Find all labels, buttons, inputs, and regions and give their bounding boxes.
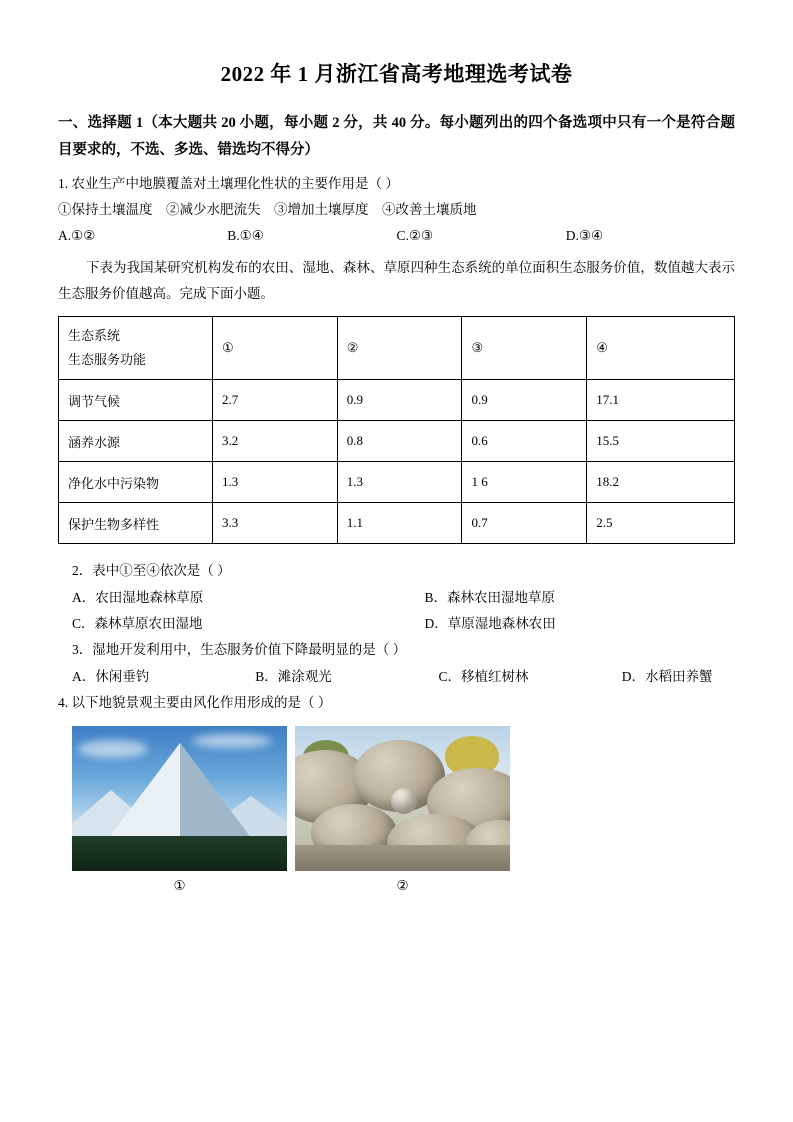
option-d[interactable]: D.③④ bbox=[565, 228, 604, 244]
option-c[interactable]: C．森林草原农田湿地 bbox=[72, 615, 203, 631]
cell-value: 0.7 bbox=[462, 503, 587, 544]
column-header-3: ③ bbox=[462, 317, 587, 380]
table-row bbox=[59, 421, 735, 462]
cell-value: 15.5 bbox=[587, 421, 735, 462]
cell-value: 2.7 bbox=[213, 380, 338, 421]
question-1-items: ①保持土壤温度 ②减少水肥流失 ③增加土壤厚度 ④改善土壤质地 bbox=[58, 201, 477, 217]
cell-value: 1.3 bbox=[213, 462, 338, 503]
figure-2 bbox=[295, 726, 510, 894]
option-d[interactable]: D．水稻田养蟹 bbox=[621, 668, 713, 684]
row-label: 保护生物多样性 bbox=[59, 503, 213, 544]
figure-2-caption: ② bbox=[396, 878, 409, 894]
cell-value: 1.1 bbox=[337, 503, 462, 544]
cell-value: 18.2 bbox=[587, 462, 735, 503]
material-1-text: 下表为我国某研究机构发布的农田、湿地、森林、草原四种生态系统的单位面积生态服务价值，数值越大表示生态服务价值越高。完成下面小题。 bbox=[58, 259, 735, 301]
question-4-figures bbox=[58, 726, 735, 894]
question-2-options-row-2 bbox=[58, 611, 735, 637]
table-corner-cell bbox=[59, 317, 213, 380]
row-label: 调节气候 bbox=[59, 380, 213, 421]
option-a[interactable]: A．农田湿地森林草原 bbox=[72, 589, 204, 605]
cell-value: 0.9 bbox=[337, 380, 462, 421]
cell-value: 0.6 bbox=[462, 421, 587, 462]
table-header-row bbox=[59, 317, 735, 380]
ecosystem-service-value-table bbox=[58, 316, 735, 544]
question-3-stem: 3．湿地开发利用中，生态服务价值下降最明显的是（ ） bbox=[72, 642, 407, 658]
cell-value: 1.3 bbox=[337, 462, 462, 503]
option-b[interactable]: B.①④ bbox=[227, 228, 264, 244]
cell-value: 3.3 bbox=[213, 503, 338, 544]
cell-value: 3.2 bbox=[213, 421, 338, 462]
table-row bbox=[59, 462, 735, 503]
option-a[interactable]: A.①② bbox=[58, 228, 96, 244]
option-c[interactable]: C.②③ bbox=[396, 228, 434, 244]
section-heading: 一、选择题 1（本大题共 20 小题，每小题 2 分，共 40 分。每小题列出的四个备选项中只有一个是符合题目要求的，不选、多选、错选均不得分） bbox=[58, 115, 735, 158]
question-2-stem: 2．表中①至④依次是（ ） bbox=[72, 563, 231, 579]
row-label: 涵养水源 bbox=[59, 421, 213, 462]
column-header-4: ④ bbox=[587, 317, 735, 380]
figure-1 bbox=[72, 726, 287, 894]
page-title: 2022 年 1 月浙江省高考地理选考试卷 bbox=[220, 62, 573, 86]
option-b[interactable]: B．滩涂观光 bbox=[255, 668, 332, 684]
column-header-2: ② bbox=[337, 317, 462, 380]
cell-value: 17.1 bbox=[587, 380, 735, 421]
question-4-stem: 4. 以下地貌景观主要由风化作用形成的是（ ） bbox=[58, 694, 332, 710]
corner-label-top: 生态系统 bbox=[68, 328, 121, 344]
option-a[interactable]: A．休闲垂钓 bbox=[72, 668, 150, 684]
question-1-stem: 1. 农业生产中地膜覆盖对土壤理化性状的主要作用是（ ） bbox=[58, 175, 399, 191]
question-1-options bbox=[58, 223, 735, 249]
row-label: 净化水中污染物 bbox=[59, 462, 213, 503]
cell-value: 2.5 bbox=[587, 503, 735, 544]
table-row bbox=[59, 503, 735, 544]
snow-capped-mountain-photo bbox=[72, 726, 287, 871]
option-c[interactable]: C．移植红树林 bbox=[438, 668, 529, 684]
cell-value: 1 6 bbox=[462, 462, 587, 503]
column-header-1: ① bbox=[213, 317, 338, 380]
question-3-options bbox=[58, 664, 735, 690]
corner-label-bottom: 生态服务功能 bbox=[68, 352, 147, 368]
question-2-options-row-1 bbox=[58, 585, 735, 611]
cell-value: 0.8 bbox=[337, 421, 462, 462]
table-row bbox=[59, 380, 735, 421]
granite-boulders-photo bbox=[295, 726, 510, 871]
figure-1-caption: ① bbox=[173, 878, 186, 894]
cell-value: 0.9 bbox=[462, 380, 587, 421]
option-d[interactable]: D．草原湿地森林农田 bbox=[424, 615, 556, 631]
option-b[interactable]: B．森林农田湿地草原 bbox=[424, 589, 556, 605]
